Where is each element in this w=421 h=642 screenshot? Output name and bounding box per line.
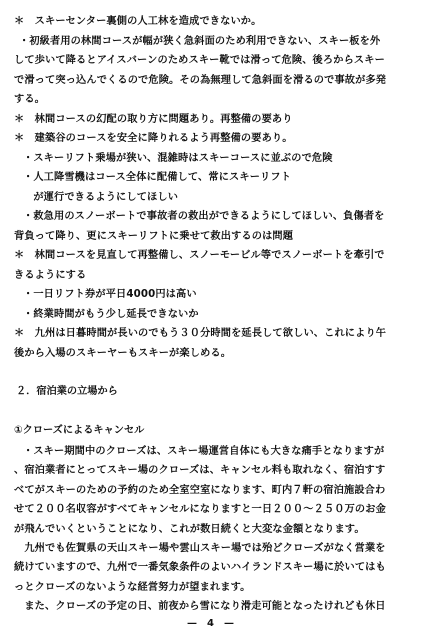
text-line: して歩いて降るとアイスバーンのためスキー靴では滑って危険、後ろからスキー: [14, 55, 385, 66]
page-number: — 4 —: [187, 618, 234, 629]
text-line: ・人工降雪機はコース全体に配備して、常にスキーリフト: [23, 172, 292, 183]
text-line: が運行できるようにしてほしい: [23, 192, 179, 203]
text-line: 後から入場のスキーヤーもスキーが楽しめる。: [14, 348, 232, 359]
text-line: きるようにする: [14, 270, 87, 281]
text-line: ＊ スキーセンター裏側の人工林を造成できないか。: [14, 16, 262, 27]
text-line: また、クローズの予定の日、前夜から雪になり滑走可能となったけれども休日: [14, 601, 386, 612]
subsection-heading: ①クローズによるキャンセル: [14, 425, 145, 436]
text-line: ・初級者用の林間コースが幅が狭く急斜面のため利用できない、スキー板を外: [19, 36, 381, 47]
text-line: ・スキー期間中のクローズは、スキー場運営自体にも大きな痛手となりますが: [23, 446, 385, 457]
text-line: ・救急用のスノーボートで事故者の救出ができるようにしてほしい、負傷者を: [23, 211, 385, 222]
text-line: ・一日リフト券が平日4000円は高い: [23, 289, 197, 300]
text-line: 九州でも佐賀県の天山スキー場や雲山スキー場では殆どクローズがなく営業を: [14, 543, 386, 554]
text-line: せて２００名収容がすべてキャンセルになりますと一日２００～２５０万のお金: [14, 504, 386, 515]
section-heading: ２．宿泊業の立場から: [16, 386, 118, 397]
text-line: ＊ 林間コースの幻配の取り方に問題あり。再整備の要あり: [14, 114, 293, 125]
text-line: 続けていますので、九州で一番気象条件のよいハイランドスキー場に於いてはも: [14, 562, 386, 573]
text-line: ＊ 林間コースを見直して再整備し、スノーモービル等でスノーボートを牽引で: [14, 250, 385, 261]
text-line: 、宿泊業者にとってスキー場のクローズは、キャンセル料も取れなく、宿泊すす: [14, 465, 386, 476]
text-line: で滑って突っ込んでくるので危険。その為無理して急斜面を滑るので事故が多発: [14, 75, 387, 86]
text-line: が飛んでいくということになり、これが数日続くと大変な金額となります。: [14, 524, 365, 535]
text-line: ＊ 九州は日暮時間が長いのでもう３０分時間を延長して欲しい、これにより午: [14, 328, 387, 339]
text-line: する。: [14, 94, 46, 105]
text-line: 背負って降り、更にスキーリフトに乗せて救出するのは問題: [14, 231, 294, 242]
text-line: っとクローズのないような経営努力が望まれます。: [14, 582, 251, 593]
text-line: ・スキーリフト乗場が狭い、混雑時はスキーコースに並ぶので危険: [23, 153, 333, 164]
text-line: ＊ 建築谷のコースを安全に降りれるよう再整備の要あり。: [14, 133, 293, 144]
text-line: べてがスキーのための予約のため全室空室になります、町内７軒の宿泊施設合わ: [14, 485, 386, 496]
text-line: ・終業時間がもう少し延長できないか: [23, 309, 199, 320]
